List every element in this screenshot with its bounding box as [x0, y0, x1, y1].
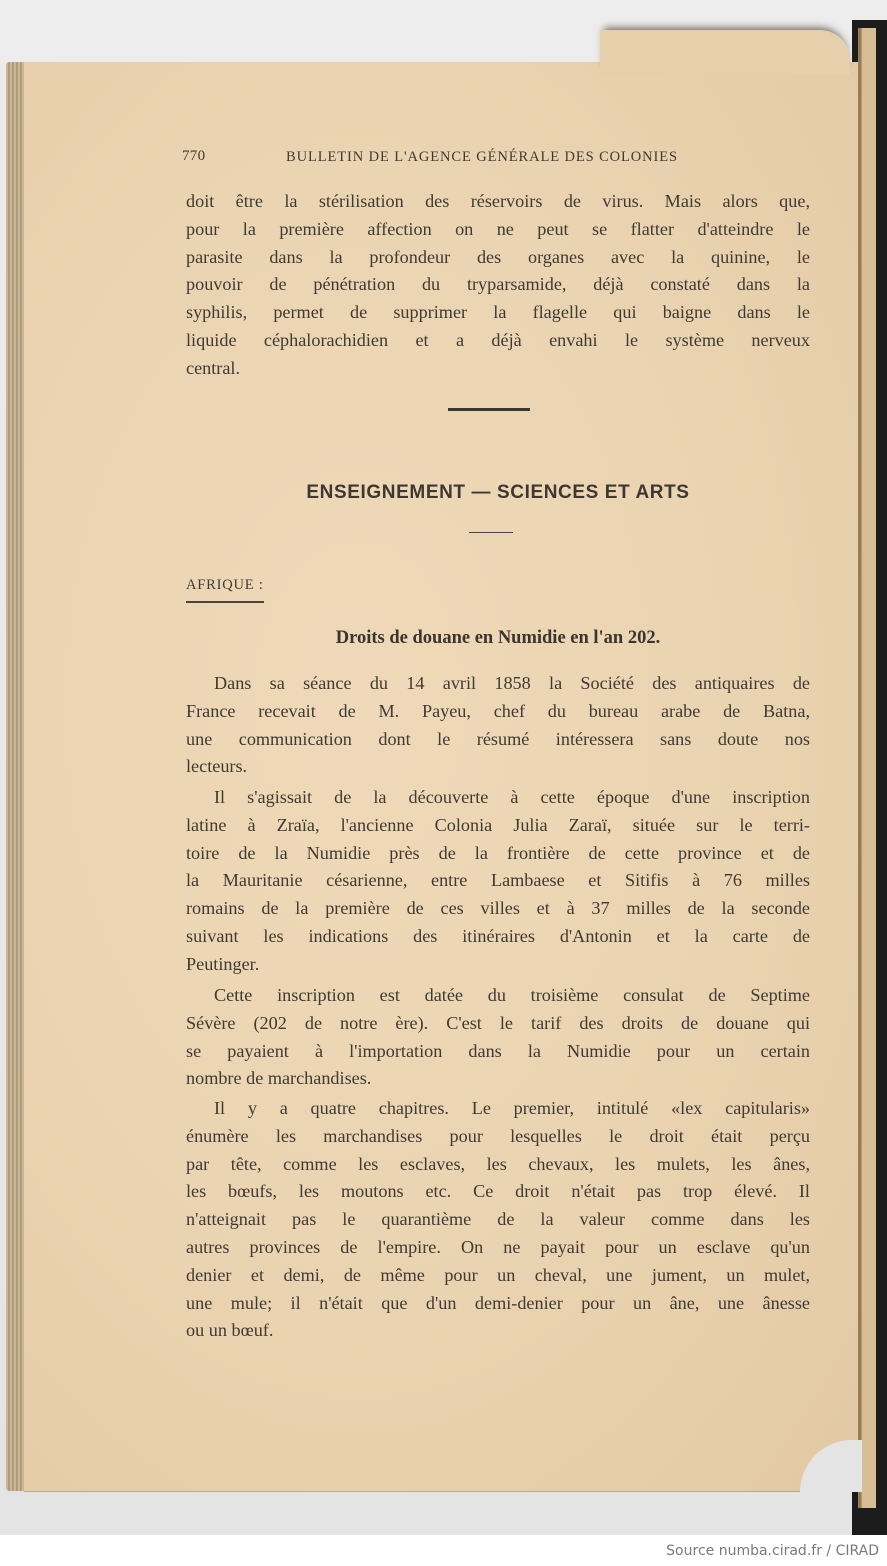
- subsection-underline: [186, 601, 264, 603]
- text-line: énumère les marchandises pour lesquelles le droit était perçu: [186, 1125, 810, 1146]
- subsection-heading: AFRIQUE :: [186, 577, 264, 593]
- text-line: nombre de marchandises.: [186, 1068, 372, 1089]
- text-line: Sévère (202 de notre ère). C'est le tarif des droits de douane qui: [186, 1012, 810, 1033]
- text-line: Peutinger.: [186, 953, 260, 974]
- article-paragraph: [186, 670, 810, 781]
- text-line: Dans sa séance du 14 avril 1858 la Société des antiquaires de: [214, 673, 810, 693]
- text-line: ou un bœuf.: [186, 1320, 274, 1341]
- text-line: se payaient à l'importation dans la Numidie pour un certain: [186, 1040, 810, 1061]
- source-credit: Source numba.cirad.fr / CIRAD: [666, 1543, 879, 1559]
- section-title: ENSEIGNEMENT — SCIENCES ET ARTS: [306, 482, 690, 503]
- text-line: latine à Zraïa, l'ancienne Colonia Julia Zaraï, située sur le terri-: [186, 814, 810, 835]
- section-divider: [448, 408, 530, 411]
- text-line: Il y a quatre chapitres. Le premier, intitulé «lex capitularis»: [214, 1098, 810, 1118]
- text-line: France recevait de M. Payeu, chef du bureau arabe de Batna,: [186, 700, 810, 721]
- text-line: suivant les indications des itinéraires d'Antonin et la carte de: [186, 925, 810, 946]
- text-line: n'atteignait pas le quarantième de la valeur comme dans les: [186, 1209, 810, 1230]
- text-line: Il s'agissait de la découverte à cette époque d'une inscription: [214, 787, 810, 807]
- article-paragraph: [186, 784, 810, 979]
- page-curl-top: [600, 30, 850, 75]
- article-paragraph: [186, 982, 810, 1093]
- article-paragraph: [186, 1095, 810, 1345]
- text-line: la Mauritanie césarienne, entre Lambaese et Sitifis à 76 milles: [186, 870, 810, 891]
- text-line: pour la première affection on ne peut se flatter d'atteindre le: [186, 218, 810, 239]
- text-line: syphilis, permet de supprimer la flagelle qui baigne dans le: [186, 302, 810, 323]
- text-line: une communication dont le résumé intéressera sans doute nos: [186, 728, 810, 749]
- text-line: central.: [186, 357, 241, 378]
- text-line: toire de la Numidie près de la frontière de cette province et de: [186, 842, 810, 863]
- text-line: une mule; il n'était que d'un demi-denier pour un âne, une ânesse: [186, 1292, 810, 1313]
- intro-paragraph: [186, 188, 810, 383]
- facing-page-strip: [862, 28, 876, 1508]
- text-line: romains de la première de ces villes et à 37 milles de la seconde: [186, 898, 810, 919]
- text-line: denier et demi, de même pour un cheval, une jument, un mulet,: [186, 1264, 810, 1285]
- running-head-title: BULLETIN DE L'AGENCE GÉNÉRALE DES COLONIES: [286, 149, 678, 165]
- page-number: 770: [182, 148, 206, 164]
- article-title: Droits de douane en Numidie en l'an 202.: [335, 628, 661, 648]
- text-line: Cette inscription est datée du troisième consulat de Septime: [214, 985, 810, 1005]
- running-head: [182, 148, 806, 168]
- title-divider: [469, 532, 513, 533]
- text-line: autres provinces de l'empire. On ne payait pour un esclave qu'un: [186, 1236, 810, 1257]
- text-line: par tête, comme les esclaves, les chevaux, les mulets, les ânes,: [186, 1153, 810, 1174]
- text-line: liquide céphalorachidien et a déjà envahi le système nerveux: [186, 329, 810, 350]
- text-line: pouvoir de pénétration du tryparsamide, déjà constaté dans la: [186, 274, 810, 295]
- text-line: doit être la stérilisation des réservoirs de virus. Mais alors que,: [186, 191, 810, 211]
- text-line: lecteurs.: [186, 756, 248, 777]
- page-edges: [6, 62, 26, 1491]
- text-line: parasite dans la profondeur des organes avec la quinine, le: [186, 246, 810, 267]
- text-line: les bœufs, les moutons etc. Ce droit n'était pas trop élevé. Il: [186, 1181, 810, 1202]
